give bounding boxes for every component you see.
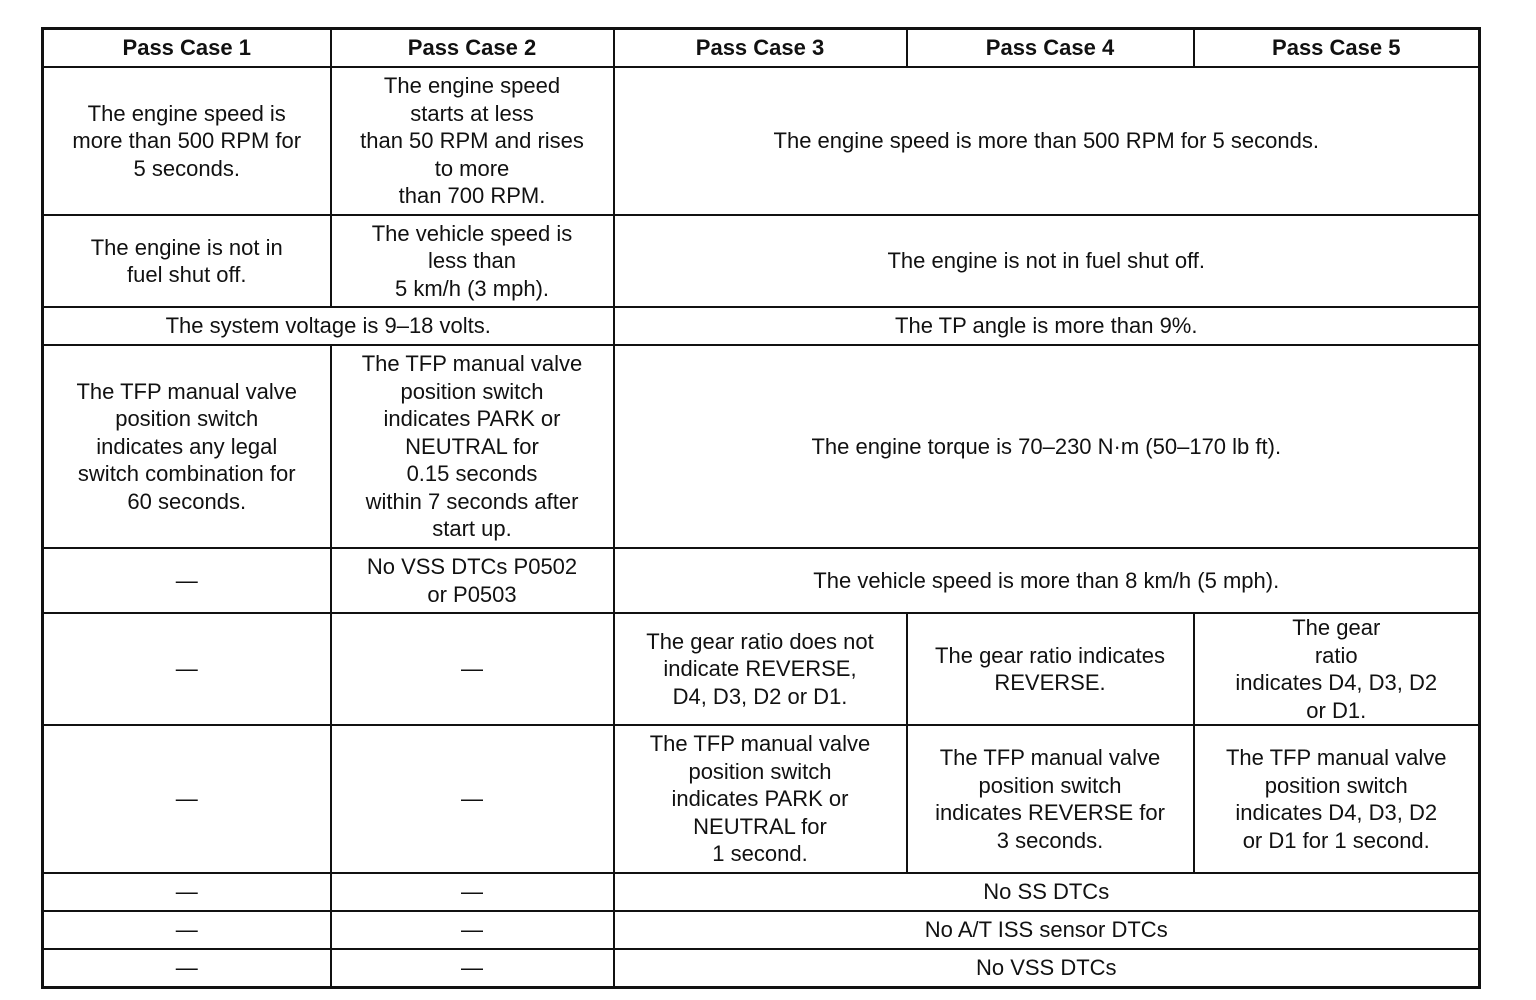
header-pass-case-3: Pass Case 3 (614, 29, 907, 68)
cell-iss-dtcs-case2: — (331, 911, 614, 949)
pass-case-table (41, 27, 1481, 989)
cell-gear-ratio-case4: The gear ratio indicates REVERSE. (907, 613, 1194, 725)
cell-no-ss-dtcs: No SS DTCs (614, 873, 1480, 911)
cell-fuel-shutoff-case2: The vehicle speed is less than 5 km/h (3 mph). (331, 215, 614, 307)
header-pass-case-5: Pass Case 5 (1194, 29, 1480, 68)
row-ss-dtcs (43, 873, 1480, 911)
row-tfp-position (43, 725, 1480, 873)
cell-engine-torque: The engine torque is 70–230 N·m (50–170 lb ft). (614, 345, 1480, 548)
cell-system-voltage: The system voltage is 9–18 volts. (43, 307, 614, 345)
cell-tp-angle: The TP angle is more than 9%. (614, 307, 1480, 345)
row-tfp-torque (43, 345, 1480, 548)
cell-ss-dtcs-case1: — (43, 873, 331, 911)
row-fuel-shutoff (43, 215, 1480, 307)
cell-engine-speed-case1: The engine speed is more than 500 RPM for 5 seconds. (43, 67, 331, 215)
cell-tfp-position-case3: The TFP manual valve position switch indicates PARK or NEUTRAL for 1 second. (614, 725, 907, 873)
row-vss-speed (43, 548, 1480, 613)
cell-no-iss-dtcs: No A/T ISS sensor DTCs (614, 911, 1480, 949)
cell-tfp-position-case1: — (43, 725, 331, 873)
cell-no-vss-dtcs: No VSS DTCs (614, 949, 1480, 987)
header-row (43, 29, 1480, 68)
cell-tfp-torque-case1: The TFP manual valve position switch indicates any legal switch combination for 60 seconds. (43, 345, 331, 548)
row-vss-dtcs (43, 949, 1480, 987)
cell-gear-ratio-case3: The gear ratio does not indicate REVERSE, D4, D3, D2 or D1. (614, 613, 907, 725)
cell-vss-speed-case2: No VSS DTCs P0502 or P0503 (331, 548, 614, 613)
cell-vss-speed-case1: — (43, 548, 331, 613)
cell-fuel-shutoff-case1: The engine is not in fuel shut off. (43, 215, 331, 307)
cell-tfp-torque-case2: The TFP manual valve position switch indicates PARK or NEUTRAL for 0.15 seconds within 7 seconds after start up. (331, 345, 614, 548)
header-pass-case-2: Pass Case 2 (331, 29, 614, 68)
cell-gear-ratio-case1: — (43, 613, 331, 725)
row-gear-ratio (43, 613, 1480, 725)
header-pass-case-1: Pass Case 1 (43, 29, 331, 68)
header-pass-case-4: Pass Case 4 (907, 29, 1194, 68)
row-iss-dtcs (43, 911, 1480, 949)
cell-gear-ratio-case5: The gear ratio indicates D4, D3, D2 or D1. (1194, 613, 1480, 725)
cell-engine-speed-case345: The engine speed is more than 500 RPM for 5 seconds. (614, 67, 1480, 215)
cell-vss-dtcs-case1: — (43, 949, 331, 987)
row-engine-speed (43, 67, 1480, 215)
cell-vss-dtcs-case2: — (331, 949, 614, 987)
cell-fuel-shutoff-case345: The engine is not in fuel shut off. (614, 215, 1480, 307)
cell-tfp-position-case5: The TFP manual valve position switch indicates D4, D3, D2 or D1 for 1 second. (1194, 725, 1480, 873)
cell-iss-dtcs-case1: — (43, 911, 331, 949)
cell-ss-dtcs-case2: — (331, 873, 614, 911)
cell-vehicle-speed: The vehicle speed is more than 8 km/h (5 mph). (614, 548, 1480, 613)
cell-engine-speed-case2: The engine speed starts at less than 50 RPM and rises to more than 700 RPM. (331, 67, 614, 215)
cell-tfp-position-case4: The TFP manual valve position switch indicates REVERSE for 3 seconds. (907, 725, 1194, 873)
cell-gear-ratio-case2: — (331, 613, 614, 725)
row-voltage-tp (43, 307, 1480, 345)
cell-tfp-position-case2: — (331, 725, 614, 873)
